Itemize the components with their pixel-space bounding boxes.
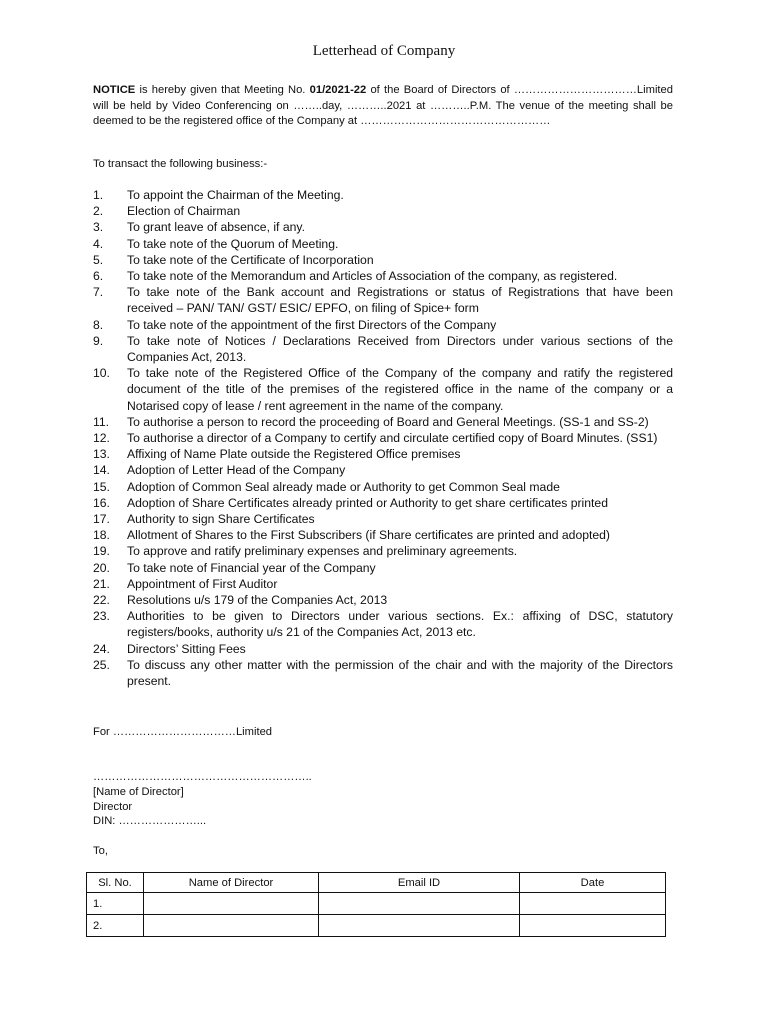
cell-sl-no: 1. (87, 893, 144, 915)
agenda-item (93, 268, 673, 284)
cell-name-of-director (144, 915, 319, 937)
agenda-item-number: 6. (93, 269, 104, 284)
director-din: DIN: …………………... (93, 815, 207, 828)
cell-sl-no: 2. (87, 915, 144, 937)
agenda-item-number: 17. (93, 512, 110, 527)
agenda-item-number: 16. (93, 495, 110, 510)
agenda-item-number: 4. (93, 236, 104, 251)
director-role: Director (93, 800, 133, 813)
agenda-item-number: 22. (93, 593, 110, 608)
signature-block (93, 770, 312, 829)
transact-heading: To transact the following business:- (93, 158, 268, 170)
agenda-item-text: Authorities to be given to Directors under various sections. Ex.: affixing of DSC, statutory registers/books, authority u/s 21 of the Companies Act, 2013 etc. (127, 609, 673, 640)
agenda-item-text: Adoption of Share Certificates already printed or Authority to get share certificates printed (127, 495, 608, 510)
agenda-item (93, 462, 673, 478)
agenda-item-text: To authorise a director of a Company to certify and circulate certified copy of Board Minutes. (SS1) (127, 431, 658, 446)
agenda-item-text: Directors’ Sitting Fees (127, 641, 246, 656)
page-title: Letterhead of Company (312, 43, 456, 59)
agenda-item-number: 9. (93, 333, 104, 348)
agenda-item-number: 15. (93, 479, 110, 494)
agenda-item-text: To appoint the Chairman of the Meeting. (127, 188, 344, 202)
agenda-item-text: To grant leave of absence, if any. (127, 220, 305, 235)
notice-text-2: of the Board of Directors of ……………………………Limited will be held by Video Conferencing on ……..day, ………..2021 at ………..P.M. The venue of the meeting shall be deemed to be the registered office of the Company at …………………………………………… (93, 84, 673, 127)
header-date: Date (520, 873, 666, 893)
agenda-item-number: 2. (93, 204, 104, 219)
agenda-item (93, 430, 673, 446)
agenda-item-number: 10. (93, 366, 110, 381)
meeting-number: 01/2021-22 (309, 84, 367, 96)
agenda-item-text: To approve and ratify preliminary expenses and preliminary agreements. (127, 544, 518, 559)
agenda-item-number: 8. (93, 317, 104, 332)
agenda-item-number: 1. (93, 188, 104, 202)
agenda-item (93, 592, 673, 608)
agenda-item-number: 20. (93, 560, 110, 575)
agenda-item-text: Adoption of Common Seal already made or Authority to get Common Seal made (127, 479, 560, 494)
agenda-item-text: To take note of Notices / Declarations Received from Directors under various sections of the Companies Act, 2013. (127, 333, 673, 365)
agenda-item (93, 641, 673, 657)
agenda-item-text: Adoption of Letter Head of the Company (127, 463, 346, 478)
agenda-item-number: 3. (93, 220, 104, 235)
signature-line: ………………………………………………….. (93, 771, 312, 783)
agenda-item-number: 5. (93, 252, 104, 267)
agenda-item (93, 284, 673, 316)
agenda-item (93, 203, 673, 219)
agenda-item-number: 24. (93, 641, 110, 656)
header-email-id: Email ID (319, 873, 520, 893)
header-sl-no: Sl. No. (87, 873, 144, 893)
cell-name-of-director (144, 893, 319, 915)
agenda-item-text: To take note of the Registered Office of the Company of the company and ratify the registered document of the title of the premises of the registered office in the name of the company or a Notarised copy of lease / rent agreement in the name of the company. (127, 366, 673, 413)
agenda-item-text: Resolutions u/s 179 of the Companies Act, 2013 (127, 593, 388, 608)
cell-date (520, 893, 666, 915)
agenda-item (93, 479, 673, 495)
agenda-list (93, 187, 673, 689)
notice-lead: NOTICE (93, 84, 136, 96)
directors-table (86, 872, 666, 937)
agenda-item-text: Authority to sign Share Certificates (127, 512, 315, 527)
agenda-item-text: To take note of the appointment of the first Directors of the Company (127, 317, 497, 332)
notice-text-1: is hereby given that Meeting No. (135, 84, 310, 96)
agenda-item (93, 527, 673, 543)
agenda-item-text: To take note of the Memorandum and Articles of Association of the company, as registered. (127, 269, 618, 284)
agenda-item (93, 495, 673, 511)
header-name-of-director: Name of Director (144, 873, 319, 893)
agenda-item (93, 252, 673, 268)
cell-email-id (319, 893, 520, 915)
agenda-item (93, 608, 673, 640)
agenda-item (93, 560, 673, 576)
notice-paragraph (93, 83, 673, 130)
agenda-item (93, 576, 673, 592)
agenda-item (93, 219, 673, 235)
agenda-item-number: 11. (93, 414, 110, 429)
agenda-item (93, 333, 673, 365)
agenda-item (93, 543, 673, 559)
agenda-item-number: 12. (93, 431, 110, 446)
agenda-item-text: Affixing of Name Plate outside the Registered Office premises (127, 447, 461, 462)
director-name: [Name of Director] (93, 785, 184, 798)
agenda-item (93, 187, 673, 203)
agenda-item-number: 21. (93, 576, 110, 591)
agenda-item (93, 365, 673, 414)
agenda-item-text: Appointment of First Auditor (127, 576, 278, 591)
agenda-item-text: To discuss any other matter with the permission of the chair and with the majority of the Directors present. (127, 657, 673, 689)
agenda-item-text: Election of Chairman (127, 204, 241, 219)
agenda-item-text: To take note of the Certificate of Incorporation (127, 252, 374, 267)
agenda-item (93, 511, 673, 527)
agenda-item (93, 236, 673, 252)
agenda-item (93, 414, 673, 430)
agenda-item-number: 14. (93, 463, 110, 478)
agenda-item-text: To authorise a person to record the proceeding of Board and General Meetings. (SS-1 and SS-2) (127, 414, 649, 429)
table-row (87, 915, 666, 937)
cell-email-id (319, 915, 520, 937)
cell-date (520, 915, 666, 937)
agenda-item (93, 317, 673, 333)
agenda-item-number: 25. (93, 657, 110, 672)
agenda-item-text: To take note of the Bank account and Registrations or status of Registrations that have been received – PAN/ TAN/ GST/ ESIC/ EPFO, on filing of Spice+ form (127, 285, 673, 316)
agenda-item (93, 446, 673, 462)
to-line: To, (93, 845, 108, 857)
agenda-item-number: 13. (93, 447, 110, 462)
table-row (87, 893, 666, 915)
for-company-line: For ……………………………Limited (93, 726, 273, 738)
agenda-item (93, 657, 673, 689)
agenda-item-number: 7. (93, 285, 104, 300)
agenda-item-number: 18. (93, 528, 110, 543)
agenda-item-text: To take note of Financial year of the Company (127, 560, 376, 575)
agenda-item-number: 23. (93, 609, 110, 624)
agenda-item-text: To take note of the Quorum of Meeting. (127, 236, 339, 251)
agenda-item-number: 19. (93, 544, 110, 559)
table-header-row (87, 873, 666, 893)
agenda-item-text: Allotment of Shares to the First Subscribers (if Share certificates are printed and adopted) (127, 528, 610, 543)
